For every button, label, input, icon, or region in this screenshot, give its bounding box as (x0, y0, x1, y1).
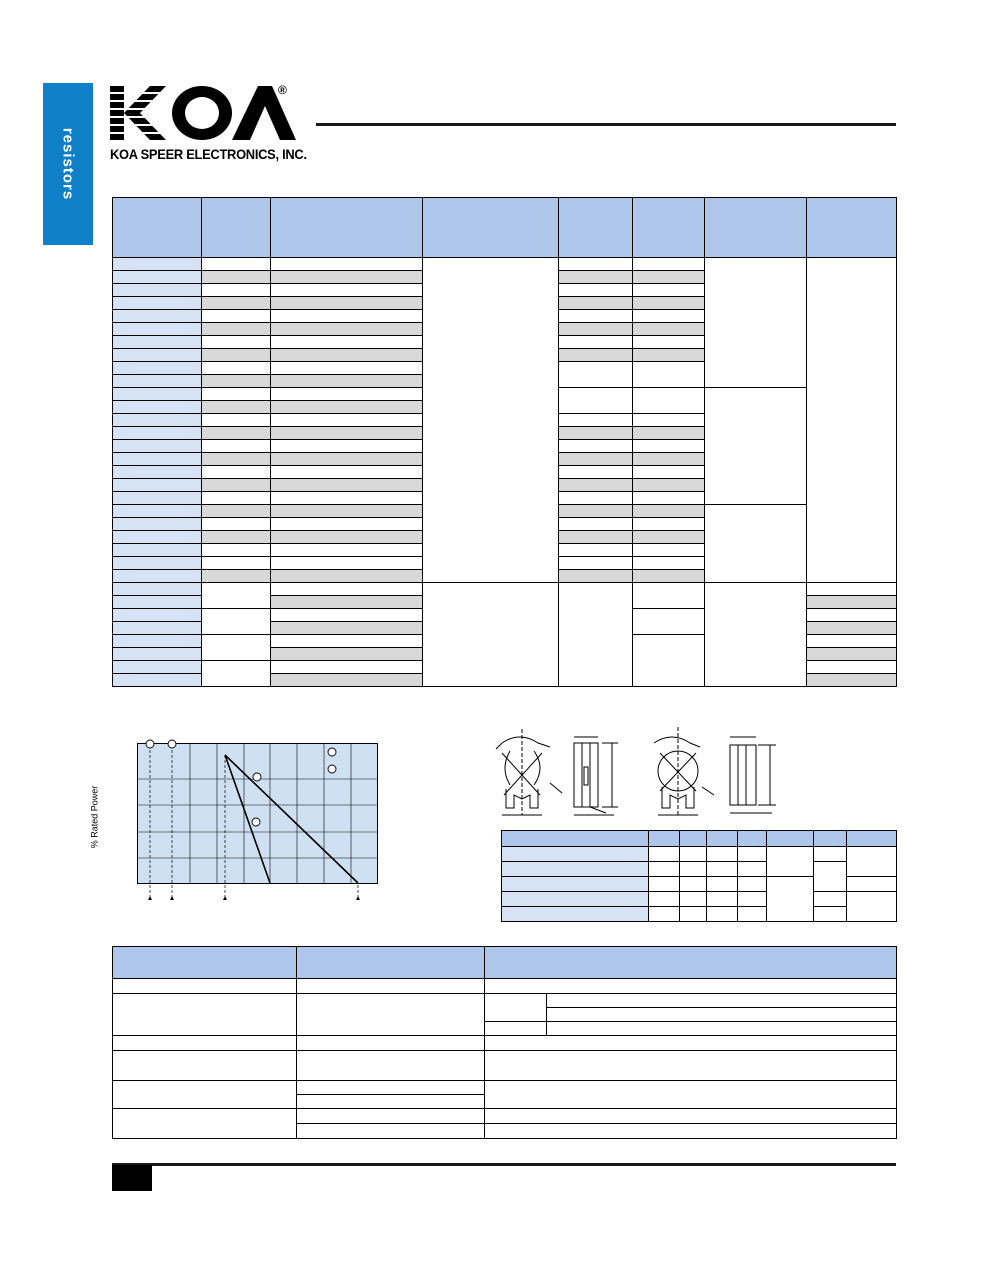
callout-marker (253, 773, 261, 781)
derating-line-b (225, 755, 358, 883)
company-name: KOA SPEER ELECTRONICS, INC. (110, 146, 307, 162)
table-row (113, 994, 897, 1008)
koa-logo (110, 84, 296, 142)
dimension-drawing-2 (642, 723, 782, 823)
derating-chart (130, 735, 380, 905)
table-row (113, 1036, 897, 1051)
table-row (502, 907, 897, 922)
callout-marker (252, 818, 260, 826)
dimension-drawing-1 (490, 723, 630, 823)
chart-ylabel: % Rated Power (89, 785, 100, 849)
performance-table (112, 946, 897, 1139)
callout-marker (146, 740, 154, 748)
table-header-row (113, 198, 897, 258)
dimensions-header-row (502, 831, 897, 847)
table-row (113, 1051, 897, 1081)
table-row (502, 847, 897, 862)
footer-rule (112, 1163, 896, 1166)
dimensions-table (501, 830, 897, 922)
svg-text:®: ® (278, 84, 287, 97)
table-row (113, 583, 897, 596)
table-row (113, 1081, 897, 1095)
side-tab-label: resistors (59, 127, 77, 201)
callout-marker (328, 765, 336, 773)
table-row (113, 1109, 897, 1124)
callout-marker (168, 740, 176, 748)
header-rule (316, 123, 896, 126)
callout-marker (328, 748, 336, 756)
table-row (502, 862, 897, 877)
performance-header-row (113, 947, 897, 979)
side-tab (43, 83, 93, 245)
table-row (113, 258, 897, 271)
page-number-block (112, 1165, 152, 1191)
table-row (113, 979, 897, 994)
table-row (502, 892, 897, 907)
spec-table (112, 197, 897, 687)
derating-line-a (225, 755, 270, 883)
